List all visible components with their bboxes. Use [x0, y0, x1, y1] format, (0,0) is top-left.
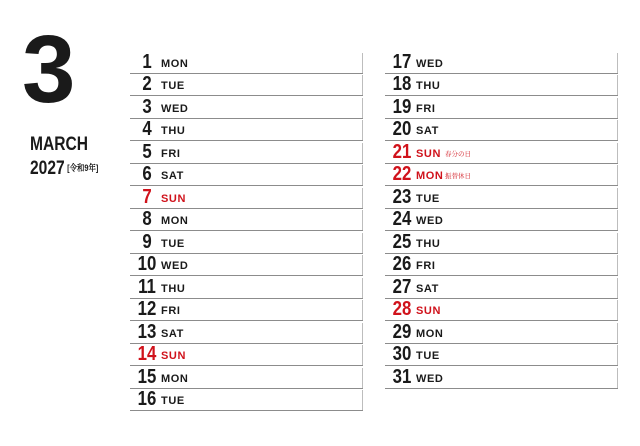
weekday-label: THU: [161, 282, 186, 295]
day-row: [130, 164, 363, 187]
day-row: [130, 186, 363, 209]
weekday-label: SUN: [161, 350, 187, 362]
year-line: [30, 158, 98, 180]
day-row: [130, 141, 363, 164]
day-number: 30: [392, 343, 412, 365]
weekday-label: SAT: [161, 170, 184, 182]
weekday-label: WED: [161, 102, 189, 115]
day-row: [385, 366, 618, 389]
day-row: [385, 186, 618, 209]
day-number: 14: [137, 343, 157, 365]
weekday-label: SUN: [416, 305, 442, 317]
day-row: [130, 276, 363, 299]
year: 2027: [30, 158, 65, 179]
weekday-label: TUE: [161, 80, 185, 92]
weekday-label: FRI: [161, 305, 181, 317]
weekday-label: MON: [416, 170, 444, 182]
day-row: [385, 141, 618, 164]
day-row: [130, 254, 363, 277]
day-row: [130, 366, 363, 389]
day-row: [130, 299, 363, 322]
day-number: 10: [137, 253, 157, 275]
weekday-label: SAT: [161, 327, 184, 340]
day-number: 6: [142, 163, 152, 185]
weekday-label: TUE: [416, 192, 440, 205]
weekday-label: SUN: [416, 147, 442, 160]
day-number: 15: [137, 365, 157, 388]
day-number: 4: [142, 118, 152, 140]
day-row: [385, 276, 618, 299]
weekday-label: MON: [416, 327, 444, 340]
day-number: 11: [138, 275, 156, 298]
weekday-label: WED: [416, 57, 444, 70]
day-row: [130, 344, 363, 367]
day-row: [385, 231, 618, 254]
weekday-label: WED: [416, 372, 444, 385]
weekday-label: SAT: [416, 282, 439, 295]
day-row: [385, 51, 618, 74]
weekday-label: WED: [161, 260, 189, 272]
weekday-label: SUN: [161, 192, 187, 205]
day-number: 12: [137, 298, 157, 320]
day-number: 17: [392, 50, 412, 73]
days-column-left: [130, 51, 363, 411]
day-number: 3: [142, 95, 152, 118]
day-row: [385, 164, 618, 187]
weekday-label: FRI: [416, 260, 436, 272]
day-number: 26: [392, 253, 412, 275]
weekday-label: MON: [161, 57, 189, 70]
day-row: [130, 209, 363, 232]
day-number: 2: [142, 73, 152, 95]
month-number: 3: [22, 16, 74, 123]
day-number: 31: [392, 365, 412, 388]
month-name: MARCH: [30, 134, 88, 155]
day-number: 16: [137, 388, 157, 410]
day-number: 25: [392, 230, 412, 253]
day-number: 22: [392, 163, 412, 185]
day-row: [130, 231, 363, 254]
holiday-note: 春分の日: [445, 149, 471, 158]
japanese-era: [令和9年]: [67, 163, 99, 173]
day-number: 1: [142, 50, 152, 73]
day-number: 9: [142, 230, 152, 253]
weekday-label: TUE: [161, 237, 185, 250]
weekday-label: FRI: [161, 147, 181, 160]
day-row: [385, 254, 618, 277]
day-number: 20: [392, 118, 412, 140]
day-number: 18: [392, 73, 412, 95]
weekday-label: MON: [161, 215, 189, 227]
weekday-label: SAT: [416, 125, 439, 137]
weekday-label: MON: [161, 372, 189, 385]
day-row: [130, 119, 363, 142]
day-number: 27: [392, 275, 412, 298]
weekday-label: FRI: [416, 102, 436, 115]
days-column-right: [385, 51, 618, 389]
weekday-label: TUE: [161, 395, 185, 407]
day-row: [385, 299, 618, 322]
day-row: [130, 74, 363, 97]
weekday-label: THU: [416, 80, 441, 92]
day-number: 13: [137, 320, 157, 343]
day-number: 29: [392, 320, 412, 343]
day-row: [130, 389, 363, 412]
day-number: 5: [142, 140, 152, 163]
day-number: 7: [142, 185, 152, 208]
day-row: [385, 96, 618, 119]
day-row: [130, 321, 363, 344]
day-number: 8: [142, 208, 152, 230]
weekday-label: THU: [416, 237, 441, 250]
day-number: 23: [392, 185, 412, 208]
day-row: [385, 321, 618, 344]
day-row: [385, 74, 618, 97]
day-row: [130, 96, 363, 119]
day-number: 24: [392, 208, 412, 230]
day-number: 28: [392, 298, 412, 320]
day-number: 19: [392, 95, 412, 118]
weekday-label: WED: [416, 215, 444, 227]
weekday-label: THU: [161, 125, 186, 137]
day-row: [385, 119, 618, 142]
day-row: [385, 209, 618, 232]
holiday-note: 振替休日: [445, 172, 471, 180]
day-row: [130, 51, 363, 74]
day-number: 21: [392, 140, 412, 163]
weekday-label: TUE: [416, 350, 440, 362]
day-row: [385, 344, 618, 367]
